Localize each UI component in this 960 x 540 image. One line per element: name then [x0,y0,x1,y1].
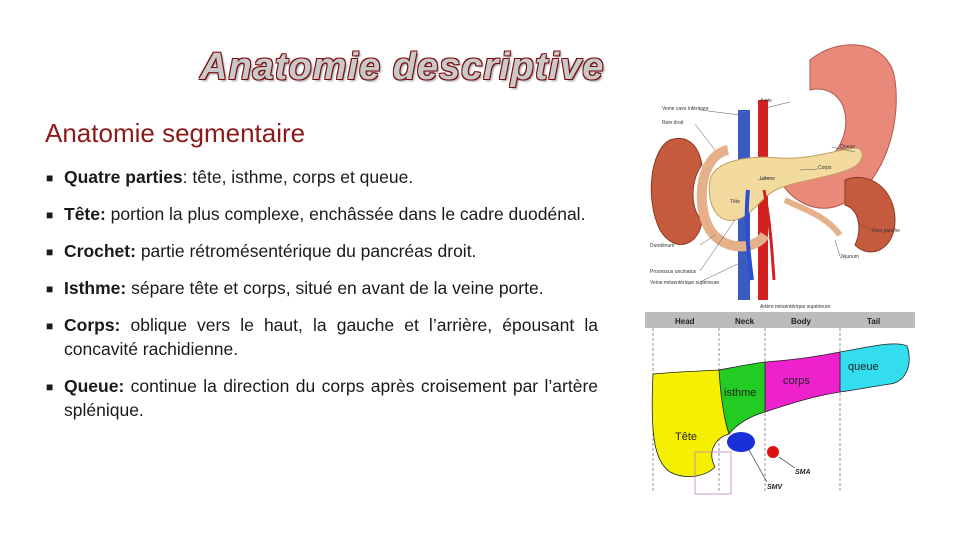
header-tail: Tail [867,317,881,326]
bullet-marker-icon: ■ [46,171,54,185]
smv-vessel [727,432,755,452]
label-ams: Artère mésentérique supérieure [760,304,831,310]
header-body: Body [791,317,811,326]
label-sma: SMA [795,469,811,476]
bullet-term: Quatre parties [64,167,183,187]
label-isthme: Isthme [760,176,776,182]
bullet-term: Crochet: [64,241,136,261]
bullet-marker-icon: ■ [46,208,54,222]
label-smv: SMV [767,484,783,491]
bullet-text: partie rétromésentérique du pancréas droit. [135,241,477,261]
bullet-item-queue [46,374,598,422]
header-neck: Neck [735,317,755,326]
label-vci: Veine cave inférieure [662,106,709,112]
label-tete: Tête [730,199,741,205]
label-segment-tete: Tête [675,431,698,443]
label-aorte: Aorte [760,98,772,104]
bullet-term: Corps: [64,315,121,335]
label-jejunum: Jéjunum [840,254,859,260]
bullet-item-corps [46,313,598,361]
bullet-marker-icon: ■ [46,380,54,394]
bullet-term: Tête: [64,204,106,224]
bullet-marker-icon: ■ [46,245,54,259]
label-vms: Veine mésentérique supérieure [650,280,720,286]
pancreas-anatomy-illustration [640,30,920,310]
bullet-text: sépare tête et corps, situé en avant de la veine porte. [126,278,544,298]
pancreas-segments-diagram [645,312,915,498]
bullet-item-tete [46,202,598,226]
bullet-item-crochet [46,239,598,263]
label-segment-queue: queue [848,361,879,373]
label-segment-corps: corps [783,375,810,387]
bullet-term: Queue: [64,376,125,396]
label-queue: Queue [840,144,856,150]
header-head: Head [675,317,695,326]
bullet-text: : tête, isthme, corps et queue. [182,167,414,187]
label-rein-gauche: Rein gauche [872,228,901,234]
slide-title: Anatomie descriptive [200,46,605,88]
label-rein-droit: Rein droit [662,120,684,126]
stomach-shape [780,45,896,208]
bullet-text: portion la plus complexe, enchâssée dans le cadre duodénal. [105,204,586,224]
bullet-list [46,165,598,435]
label-segment-isthme: isthme [724,387,757,399]
section-subtitle: Anatomie segmentaire [45,118,306,148]
bullet-item-isthme [46,276,598,300]
bullet-marker-icon: ■ [46,319,54,333]
bullet-text: oblique vers le haut, la gauche et l’arrière, épousant la concavité rachidienne. [64,315,598,359]
bullet-marker-icon: ■ [46,282,54,296]
bullet-text: continue la direction du corps après croisement par l’artère splénique. [64,376,598,420]
label-corps: Corps [818,165,832,171]
right-kidney-shape [651,138,702,244]
bullet-item-quatre-parties [46,165,598,189]
label-duodenum: Duodénum [650,243,675,249]
left-kidney-shape [845,177,895,251]
bullet-term: Isthme: [64,278,127,298]
sma-vessel [767,446,779,458]
label-processus: Processus uncinatus [650,269,697,275]
